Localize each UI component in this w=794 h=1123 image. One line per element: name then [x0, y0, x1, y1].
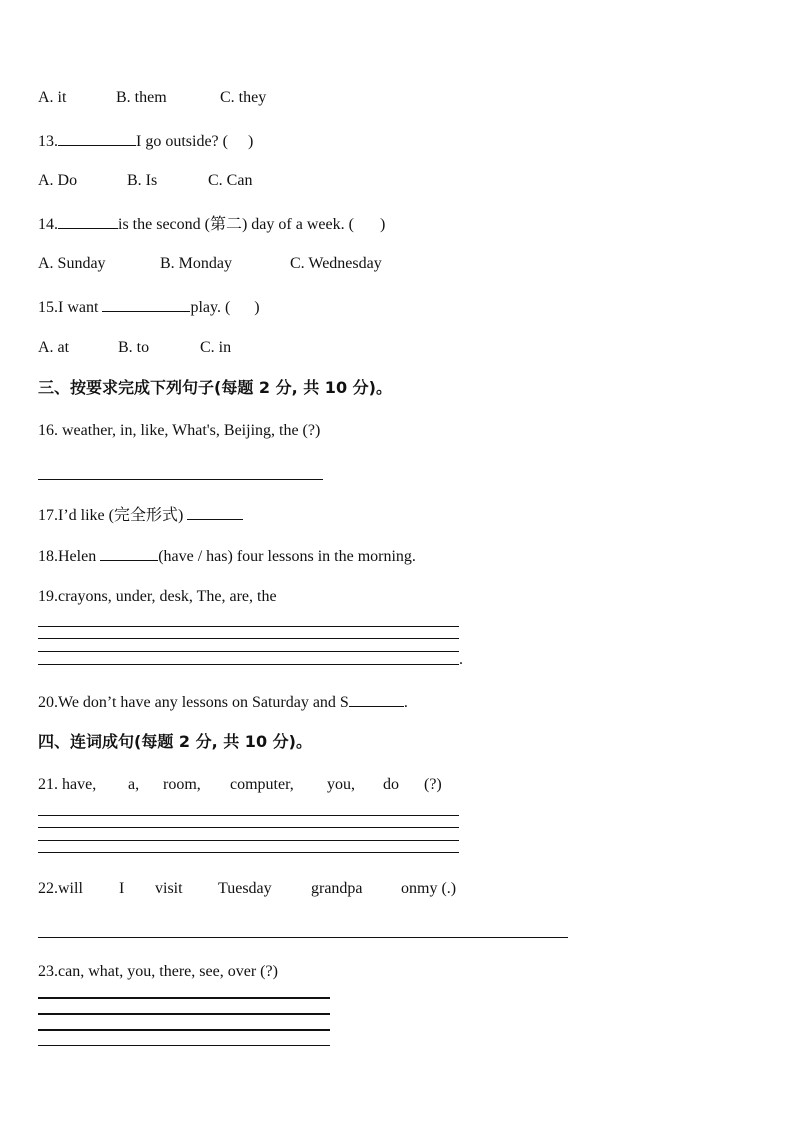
q21-answer-line-1[interactable] — [38, 815, 459, 816]
q23-answer-line-1[interactable] — [38, 997, 330, 999]
question-20 — [38, 691, 408, 713]
q13-answer-blank[interactable] — [58, 130, 136, 146]
q13-option-c: C. Can — [208, 172, 253, 189]
section-4-heading: 四、连词成句(每题 2 分, 共 10 分)。 — [38, 732, 312, 751]
q22-word: visit — [155, 880, 183, 897]
q12-option-c: C. they — [220, 89, 267, 106]
q15-number: 15. — [38, 299, 58, 316]
q19-answer-line-3[interactable] — [38, 651, 459, 652]
q23-answer-line-2[interactable] — [38, 1013, 330, 1015]
q18-text-before: 18.Helen — [38, 548, 101, 565]
question-23: 23.can, what, you, there, see, over (?) — [38, 963, 278, 980]
question-14 — [38, 213, 385, 235]
q21-word: room, — [163, 776, 201, 793]
q14-option-b: B. Monday — [160, 255, 232, 272]
question-13 — [38, 130, 253, 152]
q17-text: 17.I’d like (完全形式) — [38, 507, 184, 524]
q21-answer-line-3[interactable] — [38, 840, 459, 841]
q21-word: 21. have, — [38, 776, 97, 793]
q22-word: grandpa — [311, 880, 363, 897]
q15-option-b: B. to — [118, 339, 150, 356]
q20-answer-blank[interactable] — [349, 691, 404, 707]
q22-word: 22.will — [38, 880, 83, 897]
q21-answer-line-2[interactable] — [38, 827, 459, 828]
q15-option-c: C. in — [200, 339, 232, 356]
q16-answer-line[interactable] — [38, 479, 323, 480]
q21-word: computer, — [230, 776, 294, 793]
q21-word: do — [383, 776, 399, 793]
q13-close-paren: ) — [247, 133, 254, 150]
q12-option-a: A. it — [38, 89, 67, 106]
q23-answer-line-3[interactable] — [38, 1029, 330, 1031]
section-3-heading: 三、按要求完成下列句子(每题 2 分, 共 10 分)。 — [38, 378, 392, 397]
q12-option-b: B. them — [116, 89, 167, 106]
q15-option-a: A. at — [38, 339, 70, 356]
q19-answer-line-4[interactable] — [38, 664, 459, 665]
q18-text-after: (have / has) four lessons in the morning. — [158, 548, 416, 565]
q21-word: a, — [128, 776, 140, 793]
q23-answer-line-4[interactable] — [38, 1045, 330, 1046]
q20-end: . — [403, 694, 408, 711]
q21-answer-line-4[interactable] — [38, 852, 459, 853]
q15-close-paren: ) — [254, 299, 260, 316]
q17-answer-blank[interactable] — [187, 504, 243, 520]
q18-answer-blank[interactable] — [100, 545, 158, 561]
q14-close-paren: ) — [379, 216, 386, 233]
q14-answer-blank[interactable] — [58, 213, 118, 229]
q13-option-a: A. Do — [38, 172, 78, 189]
q19-answer-line-2[interactable] — [38, 638, 459, 639]
q14-number: 14. — [38, 216, 58, 233]
question-17 — [38, 504, 243, 526]
question-18 — [38, 545, 416, 567]
q13-text: I go outside? ( — [136, 133, 228, 150]
q19-answer-line-1[interactable] — [38, 626, 459, 627]
q15-answer-blank[interactable] — [102, 296, 190, 312]
q22-word: Tuesday — [218, 880, 272, 897]
q14-option-a: A. Sunday — [38, 255, 106, 272]
q14-option-c: C. Wednesday — [290, 255, 382, 272]
q13-number: 13. — [38, 133, 58, 150]
q14-text: is the second (第二) day of a week. ( — [118, 216, 354, 233]
q19-end-period: . — [459, 651, 463, 668]
q22-word: onmy (.) — [401, 880, 457, 897]
q13-option-b: B. Is — [127, 172, 158, 189]
q21-word: (?) — [424, 776, 442, 793]
question-19: 19.crayons, under, desk, The, are, the — [38, 588, 277, 605]
q15-text-before: I want — [58, 299, 103, 316]
q20-text: 20.We don’t have any lessons on Saturday and S — [38, 694, 349, 711]
q21-word: you, — [327, 776, 355, 793]
question-16: 16. weather, in, like, What's, Beijing, the (?) — [38, 422, 321, 439]
q22-answer-line[interactable] — [38, 937, 568, 938]
q22-word: I — [119, 880, 125, 897]
q15-text-after: play. ( — [190, 299, 231, 316]
question-15 — [38, 296, 260, 318]
